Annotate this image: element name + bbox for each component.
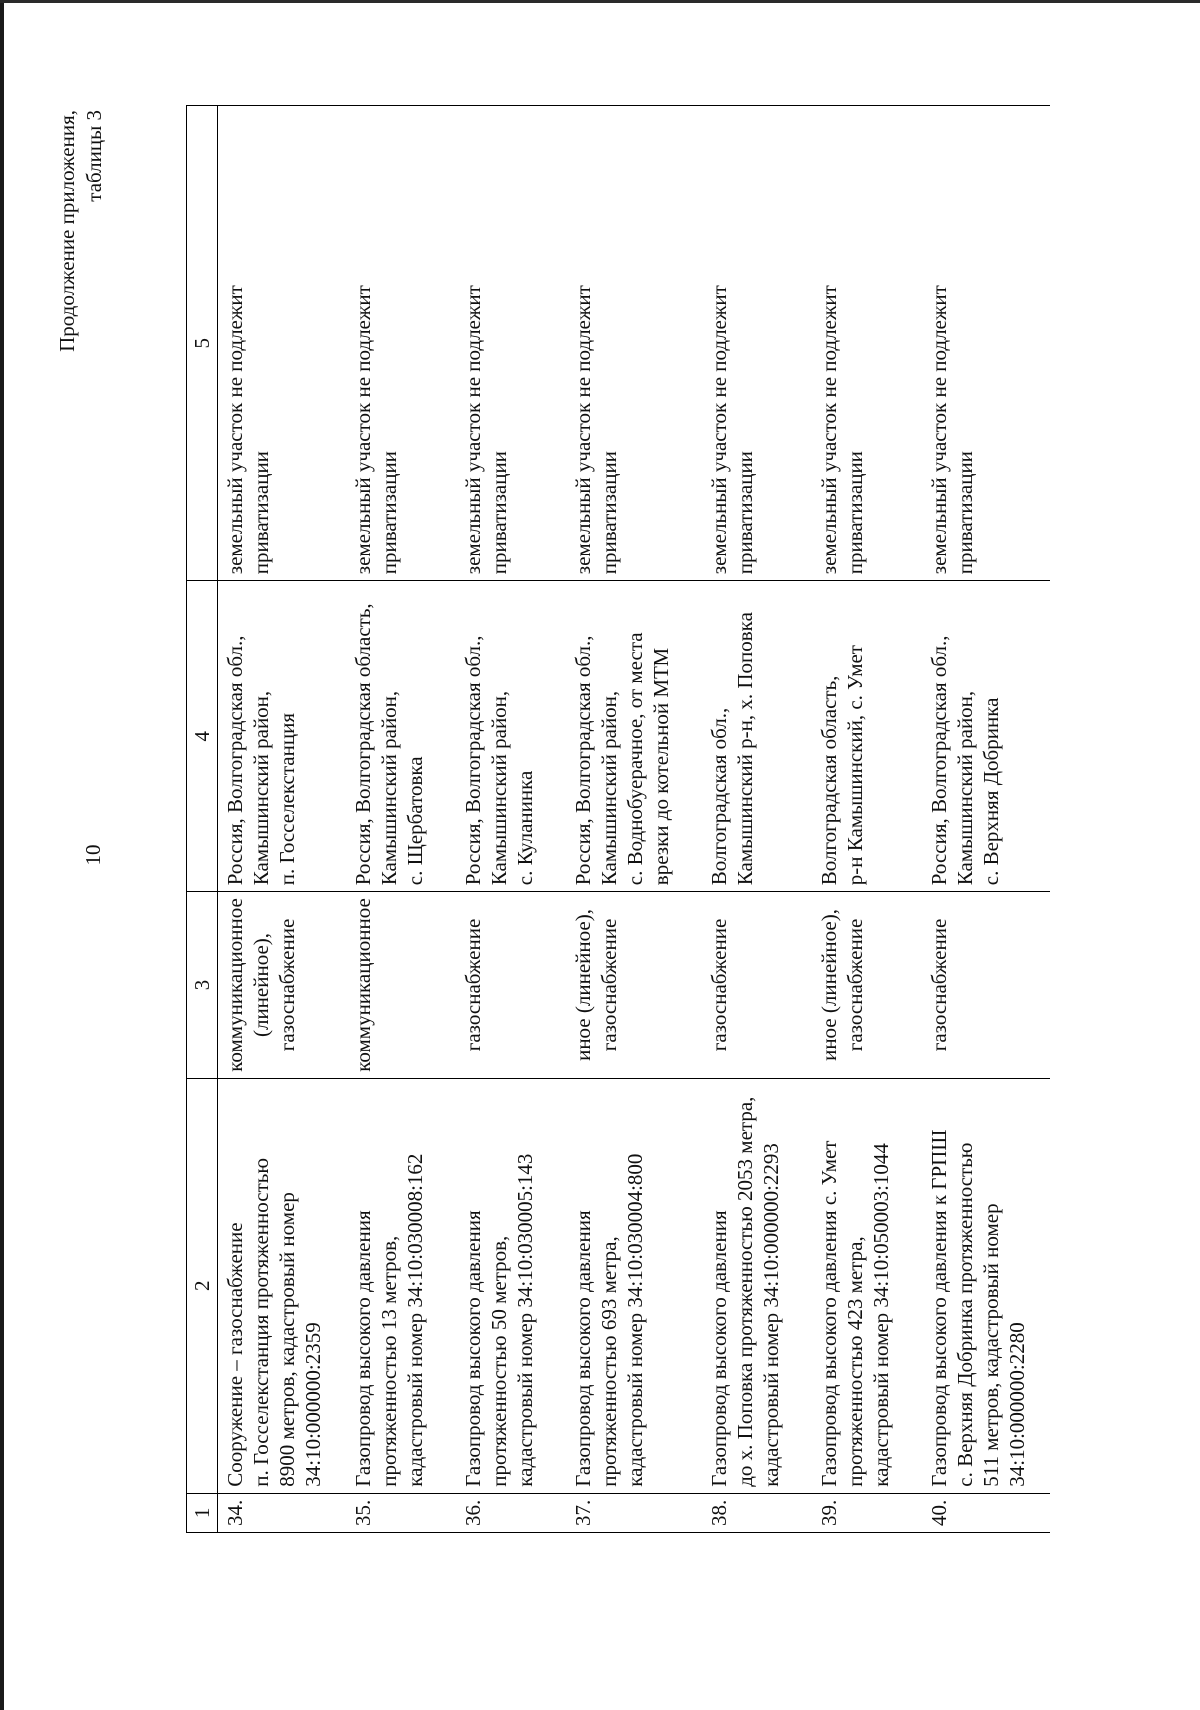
object-address bbox=[456, 581, 566, 892]
object-description-line: кадастровый номер 34:10:030008:162 bbox=[403, 1153, 427, 1487]
object-address-line: Россия, Волгоградская обл., bbox=[927, 635, 951, 886]
object-description-line: 511 метров, кадастровый номер bbox=[979, 1203, 1003, 1487]
land-note bbox=[566, 106, 702, 581]
land-note-line: приватизации bbox=[487, 451, 511, 575]
object-description-line: п. Госселекстанция протяженностью bbox=[249, 1157, 273, 1487]
object-purpose-line: (линейное), bbox=[249, 932, 273, 1038]
object-description bbox=[812, 1078, 922, 1493]
land-note-line: земельный участок не подлежит bbox=[927, 285, 951, 575]
object-description-line: Газопровод высокого давления bbox=[351, 1210, 375, 1487]
object-description-line: до х. Поповка протяженностью 2053 метра, bbox=[733, 1096, 757, 1487]
object-address-line: Россия, Волгоградская обл., bbox=[461, 635, 485, 886]
object-purpose bbox=[922, 892, 1050, 1079]
table-row bbox=[218, 106, 347, 1533]
object-description-line: протяженностью 423 метра, bbox=[843, 1236, 867, 1487]
object-purpose-line: газоснабжение bbox=[597, 918, 621, 1052]
object-address-line: Камышинский район, bbox=[249, 690, 273, 886]
object-address-line: с. Куланинка bbox=[513, 770, 537, 886]
object-address-line: Волгоградская обл., bbox=[707, 707, 731, 886]
land-note bbox=[702, 106, 812, 581]
table-row bbox=[922, 106, 1050, 1533]
column-header: 5 bbox=[187, 106, 218, 581]
object-address-line: Россия, Волгоградская обл., bbox=[223, 635, 247, 886]
table-row bbox=[566, 106, 702, 1533]
object-description bbox=[702, 1078, 812, 1493]
land-note bbox=[922, 106, 1050, 581]
object-description-line: кадастровый номер 34:10:030004:800 bbox=[623, 1153, 647, 1487]
row-number: 40. bbox=[922, 1493, 1050, 1532]
object-purpose-line: газоснабжение bbox=[843, 918, 867, 1052]
object-address bbox=[812, 581, 922, 892]
object-purpose bbox=[456, 892, 566, 1079]
object-address bbox=[566, 581, 702, 892]
object-address-line: врезки до котельной МТМ bbox=[649, 647, 673, 886]
object-description-line: Газопровод высокого давления bbox=[707, 1210, 731, 1487]
land-note-line: приватизации bbox=[597, 451, 621, 575]
object-address-line: с. Щербатовка bbox=[403, 756, 427, 886]
object-description-line: Газопровод высокого давления bbox=[571, 1210, 595, 1487]
object-description-line: Сооружение – газоснабжение bbox=[223, 1222, 247, 1487]
table-row bbox=[456, 106, 566, 1533]
land-note-line: приватизации bbox=[377, 451, 401, 575]
object-address-line: с. Верхняя Добринка bbox=[979, 697, 1003, 886]
land-note-line: приватизации bbox=[733, 451, 757, 575]
object-description bbox=[566, 1078, 702, 1493]
object-purpose-line: газоснабжение bbox=[707, 918, 731, 1052]
object-description-line: кадастровый номер 34:10:050003:1044 bbox=[869, 1143, 893, 1487]
object-address-line: п. Госселекстанция bbox=[275, 713, 299, 886]
property-table bbox=[186, 105, 1050, 1533]
column-header: 2 bbox=[187, 1078, 218, 1493]
object-purpose bbox=[702, 892, 812, 1079]
caption-line: таблицы 3 bbox=[82, 110, 106, 202]
row-number: 36. bbox=[456, 1493, 566, 1532]
object-address-line: Камышинский район, bbox=[953, 690, 977, 886]
object-description-line: 8900 метров, кадастровый номер bbox=[275, 1192, 299, 1487]
object-description bbox=[346, 1078, 456, 1493]
row-number: 39. bbox=[812, 1493, 922, 1532]
object-address-line: Камышинский район, bbox=[597, 690, 621, 886]
land-note bbox=[346, 106, 456, 581]
column-header: 1 bbox=[187, 1493, 218, 1532]
object-purpose-line: коммуникационное bbox=[223, 898, 247, 1072]
object-address-line: Волгоградская область, bbox=[817, 675, 841, 886]
table-row bbox=[812, 106, 922, 1533]
land-note-line: земельный участок не подлежит bbox=[223, 285, 247, 575]
caption-line: Продолжение приложения, bbox=[55, 110, 79, 352]
table-body bbox=[218, 106, 1051, 1533]
object-purpose-line: газоснабжение bbox=[275, 918, 299, 1052]
object-purpose-line: иное (линейное), bbox=[817, 909, 841, 1061]
object-purpose-line: коммуникационное bbox=[351, 898, 375, 1072]
land-note-line: приватизации bbox=[843, 451, 867, 575]
object-description-line: кадастровый номер 34:10:030005:143 bbox=[513, 1153, 537, 1487]
page-number: 10 bbox=[81, 844, 105, 866]
object-address bbox=[702, 581, 812, 892]
object-purpose bbox=[812, 892, 922, 1079]
row-number: 34. bbox=[218, 1493, 347, 1532]
object-address-line: Камышинский район, bbox=[377, 690, 401, 886]
object-description-line: Газопровод высокого давления bbox=[461, 1210, 485, 1487]
column-header: 3 bbox=[187, 892, 218, 1079]
object-purpose-line: газоснабжение bbox=[461, 918, 485, 1052]
land-note-line: земельный участок не подлежит bbox=[817, 285, 841, 575]
object-description-line: Газопровод высокого давления к ГРПШ bbox=[927, 1129, 951, 1487]
land-note bbox=[218, 106, 347, 581]
land-note-line: земельный участок не подлежит bbox=[461, 285, 485, 575]
object-address-line: Россия, Волгоградская обл., bbox=[571, 635, 595, 886]
object-description-line: кадастровый номер 34:10:000000:2293 bbox=[759, 1143, 783, 1487]
row-number: 35. bbox=[346, 1493, 456, 1532]
table-row bbox=[702, 106, 812, 1533]
object-purpose-line: газоснабжение bbox=[927, 918, 951, 1052]
table-caption bbox=[54, 110, 108, 610]
object-description-line: 34:10:000000:2359 bbox=[301, 1322, 325, 1487]
object-description-line: протяженностью 13 метров, bbox=[377, 1235, 401, 1487]
land-note-line: земельный участок не подлежит bbox=[351, 285, 375, 575]
land-note bbox=[456, 106, 566, 581]
land-note bbox=[812, 106, 922, 581]
object-description-line: протяженностью 50 метров, bbox=[487, 1235, 511, 1487]
object-description-line: с. Верхняя Добринка протяженностью bbox=[953, 1142, 977, 1487]
object-address bbox=[218, 581, 347, 892]
row-number: 37. bbox=[566, 1493, 702, 1532]
object-description-line: протяженностью 693 метра, bbox=[597, 1236, 621, 1487]
object-address-line: с. Воднобуерачное, от места bbox=[623, 632, 647, 886]
object-purpose bbox=[566, 892, 702, 1079]
object-description-line: 34:10:000000:2280 bbox=[1005, 1322, 1029, 1487]
object-address-line: Камышинский р-н, х. Поповка bbox=[733, 612, 757, 886]
object-purpose bbox=[218, 892, 347, 1079]
land-note-line: приватизации bbox=[953, 451, 977, 575]
land-note-line: приватизации bbox=[249, 451, 273, 575]
object-description bbox=[922, 1078, 1050, 1493]
row-number: 38. bbox=[702, 1493, 812, 1532]
column-header: 4 bbox=[187, 581, 218, 892]
object-address-line: Россия, Волгоградская область, bbox=[351, 603, 375, 886]
table-row bbox=[346, 106, 456, 1533]
object-description bbox=[218, 1078, 347, 1493]
object-address bbox=[346, 581, 456, 892]
object-address-line: р-н Камышинский, с. Умет bbox=[843, 645, 867, 886]
object-address-line: Камышинский район, bbox=[487, 690, 511, 886]
land-note-line: земельный участок не подлежит bbox=[707, 285, 731, 575]
object-description-line: Газопровод высокого давления с. Умет bbox=[817, 1140, 841, 1487]
object-purpose bbox=[346, 892, 456, 1079]
object-purpose-line: иное (линейное), bbox=[571, 909, 595, 1061]
table-header bbox=[187, 106, 218, 1533]
object-description bbox=[456, 1078, 566, 1493]
object-address bbox=[922, 581, 1050, 892]
land-note-line: земельный участок не подлежит bbox=[571, 285, 595, 575]
